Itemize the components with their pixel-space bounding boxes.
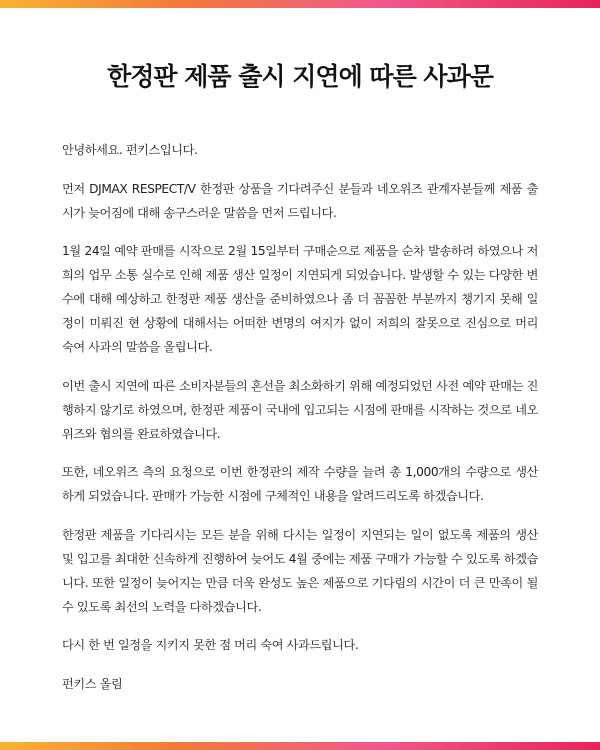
quantity-increase-paragraph: 또한, 네오위즈 측의 요청으로 이번 한정판의 제작 수량을 늘려 총 1,000개의 수량으로 생산하게 되었습니다. 판매가 가능한 시점에 구체적인 내용을 알려드리도록 하겠습니다.	[62, 465, 538, 503]
closing-apology-paragraph: 다시 한 번 일정을 지키지 못한 점 머리 숙여 사과드립니다.	[62, 638, 359, 652]
apology-notice	[62, 60, 538, 696]
bottom-gradient-bar	[0, 742, 600, 750]
notice-title: 한정판 제품 출시 지연에 따른 사과문	[107, 62, 493, 91]
delay-explanation-paragraph: 1월 24일 예약 판매를 시작으로 2월 15일부터 구매순으로 제품을 순차 발송하려 하였으나 저희의 업무 소통 실수로 인해 제품 생산 일정이 지연되게 되었습니다. 발생할 수 있는 다양한 변수에 대해 예상하고 한정판 제품 생산을 준비하였으나 좀 더 꼼꼼한 부분까지 챙기지 못해 일정이 미뤄진 현 상황에 대해서는 어떠한 변명의 여지가 없이 저희의 잘못으로 진심으로 머리 숙여 사과의 말씀을 올립니다.	[62, 244, 538, 354]
greeting-paragraph: 안녕하세요. 펀키스입니다.	[62, 143, 198, 157]
opening-apology-paragraph: 먼저 DJMAX RESPECT/V 한정판 상품을 기다려주신 분들과 네오위즈 관계자분들께 제품 출시가 늦어짐에 대해 송구스러운 말씀을 먼저 드립니다.	[62, 181, 538, 220]
top-gradient-bar	[0, 0, 600, 8]
presale-cancellation-paragraph: 이번 출시 지연에 따른 소비자분들의 혼선을 최소화하기 위해 예정되었던 사전 예약 판매는 진행하지 않기로 하였으며, 한정판 제품이 국내에 입고되는 시점에 판매를 시작하는 것으로 네오위즈와 협의를 완료하였습니다.	[62, 378, 538, 441]
schedule-commitment-paragraph: 한정판 제품을 기다리시는 모든 분을 위해 다시는 일정이 지연되는 일이 없도록 제품의 생산 및 입고를 최대한 신속하게 진행하여 늦어도 4월 중에는 제품 구매가 가능할 수 있도록 하겠습니다. 또한 일정이 늦어지는 만큼 더욱 완성도 높은 제품으로 기다림의 시간이 더 큰 만족이 될 수 있도록 최선의 노력을 다하겠습니다.	[62, 527, 538, 614]
signature: 펀키스 올림	[62, 676, 123, 691]
notice-body	[62, 138, 538, 696]
